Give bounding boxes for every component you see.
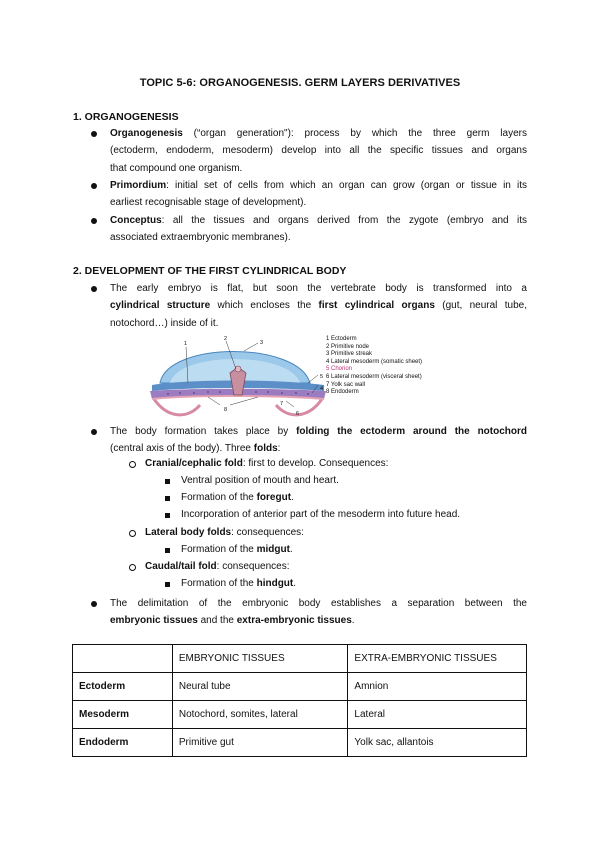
sub-sub-bullet-square xyxy=(165,496,170,501)
bullet-early-embryo: The early embryo is flat, but soon the vertebrate body is transformed into a cylindrical structure which encloses the first cylindrical organs (gut, neural tube, notochord…) inside of it. xyxy=(110,283,527,329)
bullet-dot xyxy=(91,286,97,292)
legend-item: 8 Endoderm xyxy=(326,389,359,396)
table-header-cell: EMBRYONIC TISSUES xyxy=(172,645,348,673)
embryo-cross-section-figure xyxy=(148,333,328,423)
lateral-fold-item: Lateral body folds: consequences: xyxy=(145,527,304,538)
sub-bullet-circle xyxy=(129,530,136,537)
cranial-fold-item: Cranial/cephalic fold: first to develop. Consequences: xyxy=(145,458,389,469)
table-row xyxy=(73,673,527,701)
figure-number-2: 2 xyxy=(224,336,228,342)
legend-item: 3 Primitive streak xyxy=(326,351,373,358)
term-primordium: Primordium xyxy=(110,180,167,191)
germ-layers-table xyxy=(72,644,527,757)
table-cell: Amnion xyxy=(348,673,527,701)
figure-number-6: 6 xyxy=(296,411,300,417)
table-row xyxy=(73,729,527,757)
table-cell: Lateral xyxy=(348,701,527,729)
sub-sub-bullet-square xyxy=(165,479,170,484)
legend-item: 7 Yolk sac wall xyxy=(326,381,366,388)
cranial-consequence-3: Incorporation of anterior part of the mesoderm into future head. xyxy=(181,509,461,520)
bullet-dot xyxy=(91,183,97,189)
table-row xyxy=(73,701,527,729)
bullet-dot xyxy=(91,429,97,435)
figure-number-4: 4 xyxy=(320,386,324,392)
table-cell: Primitive gut xyxy=(172,729,348,757)
legend-item-chorion: 5 Chorion xyxy=(326,366,353,373)
table-row-label: Ectoderm xyxy=(73,673,173,701)
sub-bullet-circle xyxy=(129,564,136,571)
cranial-consequence-1: Ventral position of mouth and heart. xyxy=(181,475,339,486)
bullet-dot xyxy=(91,601,97,607)
caudal-fold-item: Caudal/tail fold: consequences: xyxy=(145,561,290,572)
table-header-cell xyxy=(73,645,173,673)
bullet-conceptus: Conceptus: all the tissues and organs derived from the zygote (embryo and its associated extraembryonic membranes). xyxy=(110,215,527,244)
endoderm-layer xyxy=(152,396,324,399)
sub-sub-bullet-square xyxy=(165,582,170,587)
section-heading-cylindrical-body: 2. DEVELOPMENT OF THE FIRST CYLINDRICAL BODY xyxy=(73,265,347,277)
table-row-label: Endoderm xyxy=(73,729,173,757)
figure-number-3: 3 xyxy=(260,340,264,346)
table-cell: Yolk sac, allantois xyxy=(348,729,527,757)
section-heading-organogenesis: 1. ORGANOGENESIS xyxy=(73,111,179,123)
table-header-cell: EXTRA-EMBRYONIC TISSUES xyxy=(348,645,527,673)
table-cell: Notochord, somites, lateral xyxy=(172,701,348,729)
legend-item: 6 Lateral mesoderm (visceral sheet) xyxy=(326,373,422,380)
page-title: TOPIC 5-6: ORGANOGENESIS. GERM LAYERS DERIVATIVES xyxy=(139,77,461,89)
term-conceptus: Conceptus xyxy=(110,215,162,226)
table-header-row xyxy=(73,645,527,673)
yolk-sac-wall-left xyxy=(154,399,200,415)
bullet-body-formation: The body formation takes place by folding the ectoderm around the notochord (central axis of the body). Three folds: xyxy=(110,426,528,455)
sub-sub-bullet-square xyxy=(165,548,170,553)
cranial-consequence-2: Formation of the foregut. xyxy=(181,492,294,503)
legend-item: 1 Ectoderm xyxy=(326,336,357,342)
figure-number-7: 7 xyxy=(280,401,284,407)
caudal-consequence: Formation of the hindgut. xyxy=(181,578,297,589)
term-organogenesis: Organogenesis xyxy=(110,128,183,139)
legend-item: 4 Lateral mesoderm (somatic sheet) xyxy=(326,358,423,365)
bullet-organogenesis: Organogenesis (“organ generation"): process by which the three germ layers (ectoderm, endoderm, mesoderm) develop into all the specific tissues and organs that compound one organism. xyxy=(110,128,527,174)
figure-number-8: 8 xyxy=(224,407,228,413)
sub-bullet-circle xyxy=(129,461,136,468)
table-row-label: Mesoderm xyxy=(73,701,173,729)
figure-number-1: 1 xyxy=(184,341,188,347)
bullet-delimitation: The delimitation of the embryonic body establishes a separation between the embryonic tissues and the extra-embryonic tissues. xyxy=(110,598,527,627)
table-cell: Neural tube xyxy=(172,673,348,701)
figure-number-5: 5 xyxy=(320,374,324,380)
sub-sub-bullet-square xyxy=(165,513,170,518)
lateral-consequence: Formation of the midgut. xyxy=(181,544,293,555)
figure-legend xyxy=(326,336,422,397)
bullet-dot xyxy=(91,218,97,224)
bullet-primordium: Primordium: initial set of cells from which an organ can grow (organ or tissue in its earliest recognisable stage of development). xyxy=(110,180,527,209)
legend-item: 2 Primitive node xyxy=(326,343,370,350)
bullet-dot xyxy=(91,131,97,137)
